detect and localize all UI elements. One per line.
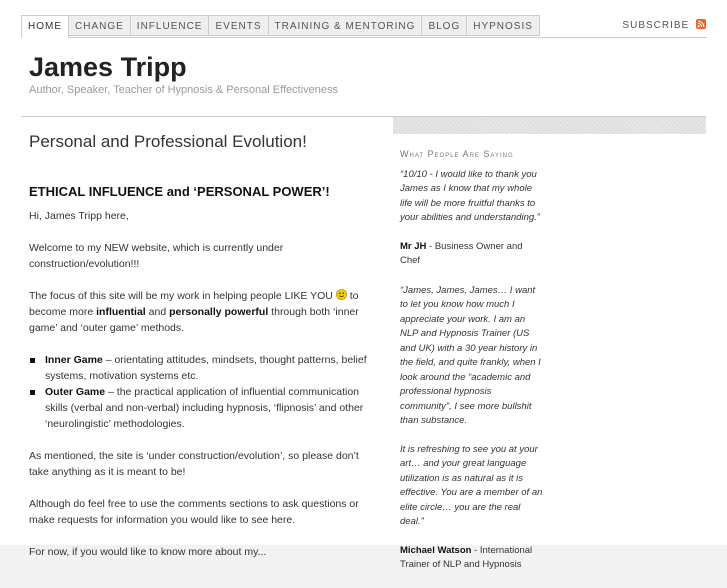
- post-paragraph: [29, 288, 379, 336]
- rss-icon: [696, 19, 706, 29]
- post-paragraph: For now, if you would like to know more about my...: [29, 546, 267, 558]
- site-title[interactable]: James Tripp: [29, 52, 187, 82]
- tab-events[interactable]: EVENTS: [209, 15, 268, 36]
- testimonial-quote: “10/10 - I would like to thank you James as I know that my whole life will be more fruitful thanks to your abilities and understanding.”: [400, 168, 540, 223]
- tab-change[interactable]: CHANGE: [69, 15, 131, 36]
- game-list: [29, 352, 379, 432]
- tab-hypnosis[interactable]: HYPNOSIS: [467, 15, 540, 36]
- testimonial-author: [400, 240, 545, 269]
- tab-training-mentoring[interactable]: TRAINING & MENTORING: [269, 15, 423, 36]
- sidebar-header-bar: [393, 116, 706, 134]
- post-content: [29, 131, 379, 576]
- testimonial-quote: It is refreshing to see you at your art… and your great language utilization is as natural as it is effective. You are a member of an elite circle… you are the real deal.”: [400, 443, 543, 527]
- subscribe-label: SUBSCRIBE: [622, 20, 690, 31]
- text-span: through both ‘inner game’ and ‘outer game’ methods.: [29, 306, 359, 334]
- post-paragraph: Although do feel free to use the comments sections to ask questions or make requests for information you would like to see here.: [29, 498, 359, 526]
- post-paragraph: Welcome to my NEW website, which is currently under construction/evolution!!!: [29, 242, 284, 270]
- post-title[interactable]: Personal and Professional Evolution!: [29, 132, 307, 151]
- widget-title: What People Are Saying: [400, 149, 514, 159]
- post-paragraph: Hi, James Tripp here,: [29, 210, 129, 222]
- post-heading: ETHICAL INFLUENCE and ‘PERSONAL POWER’!: [29, 184, 330, 199]
- tab-blog[interactable]: BLOG: [422, 15, 467, 36]
- author-role: - Business Owner and Chef: [400, 240, 523, 266]
- list-item-title: Inner Game: [45, 354, 103, 366]
- list-item: [45, 352, 379, 384]
- post-paragraph: As mentioned, the site is ‘under construction/evolution’, so please don’t take anything as it is meant to be!: [29, 450, 359, 478]
- testimonial-quote: “James, James, James… I want to let you know how much I appreciate your work. I am an NLP and Hypnosis Trainer (US and UK) with a 30 year history in the field, and quite frankly, when I look around the “academic and professional hypnosis community”, I see more bullshit than substance.: [400, 284, 541, 426]
- testimonial-author: [400, 544, 545, 573]
- list-item: [45, 384, 379, 432]
- author-role: - International Trainer of NLP and Hypnosis: [400, 544, 533, 570]
- list-item-title: Outer Game: [45, 386, 106, 398]
- site-tagline: Author, Speaker, Teacher of Hypnosis & Personal Effectiveness: [29, 84, 338, 96]
- sidebar: [400, 147, 545, 588]
- tab-influence[interactable]: INFLUENCE: [131, 15, 210, 36]
- author-name: Michael Watson: [400, 544, 472, 556]
- bold-text: personally powerful: [169, 306, 269, 318]
- smiley-icon: [336, 289, 347, 300]
- content-divider: [21, 116, 393, 117]
- bold-text: influential: [96, 306, 146, 318]
- text-span: and: [145, 306, 170, 318]
- text-span: The focus of this site will be my work in helping people LIKE YOU: [29, 290, 336, 302]
- main-nav: [21, 15, 707, 38]
- list-item-text: – orientating attitudes, mindsets, thought patterns, belief systems, motivation systems etc.: [45, 354, 367, 382]
- list-item-text: – the practical application of influential communication skills (verbal and non-verbal) including hypnosis, ‘flipnosis’ and other ‘neurolingistic’ methodologies.: [45, 386, 364, 430]
- text-span: to become more: [29, 290, 359, 318]
- subscribe-link[interactable]: [622, 19, 706, 31]
- author-name: Mr JH: [400, 240, 427, 252]
- tab-home[interactable]: HOME: [21, 15, 69, 38]
